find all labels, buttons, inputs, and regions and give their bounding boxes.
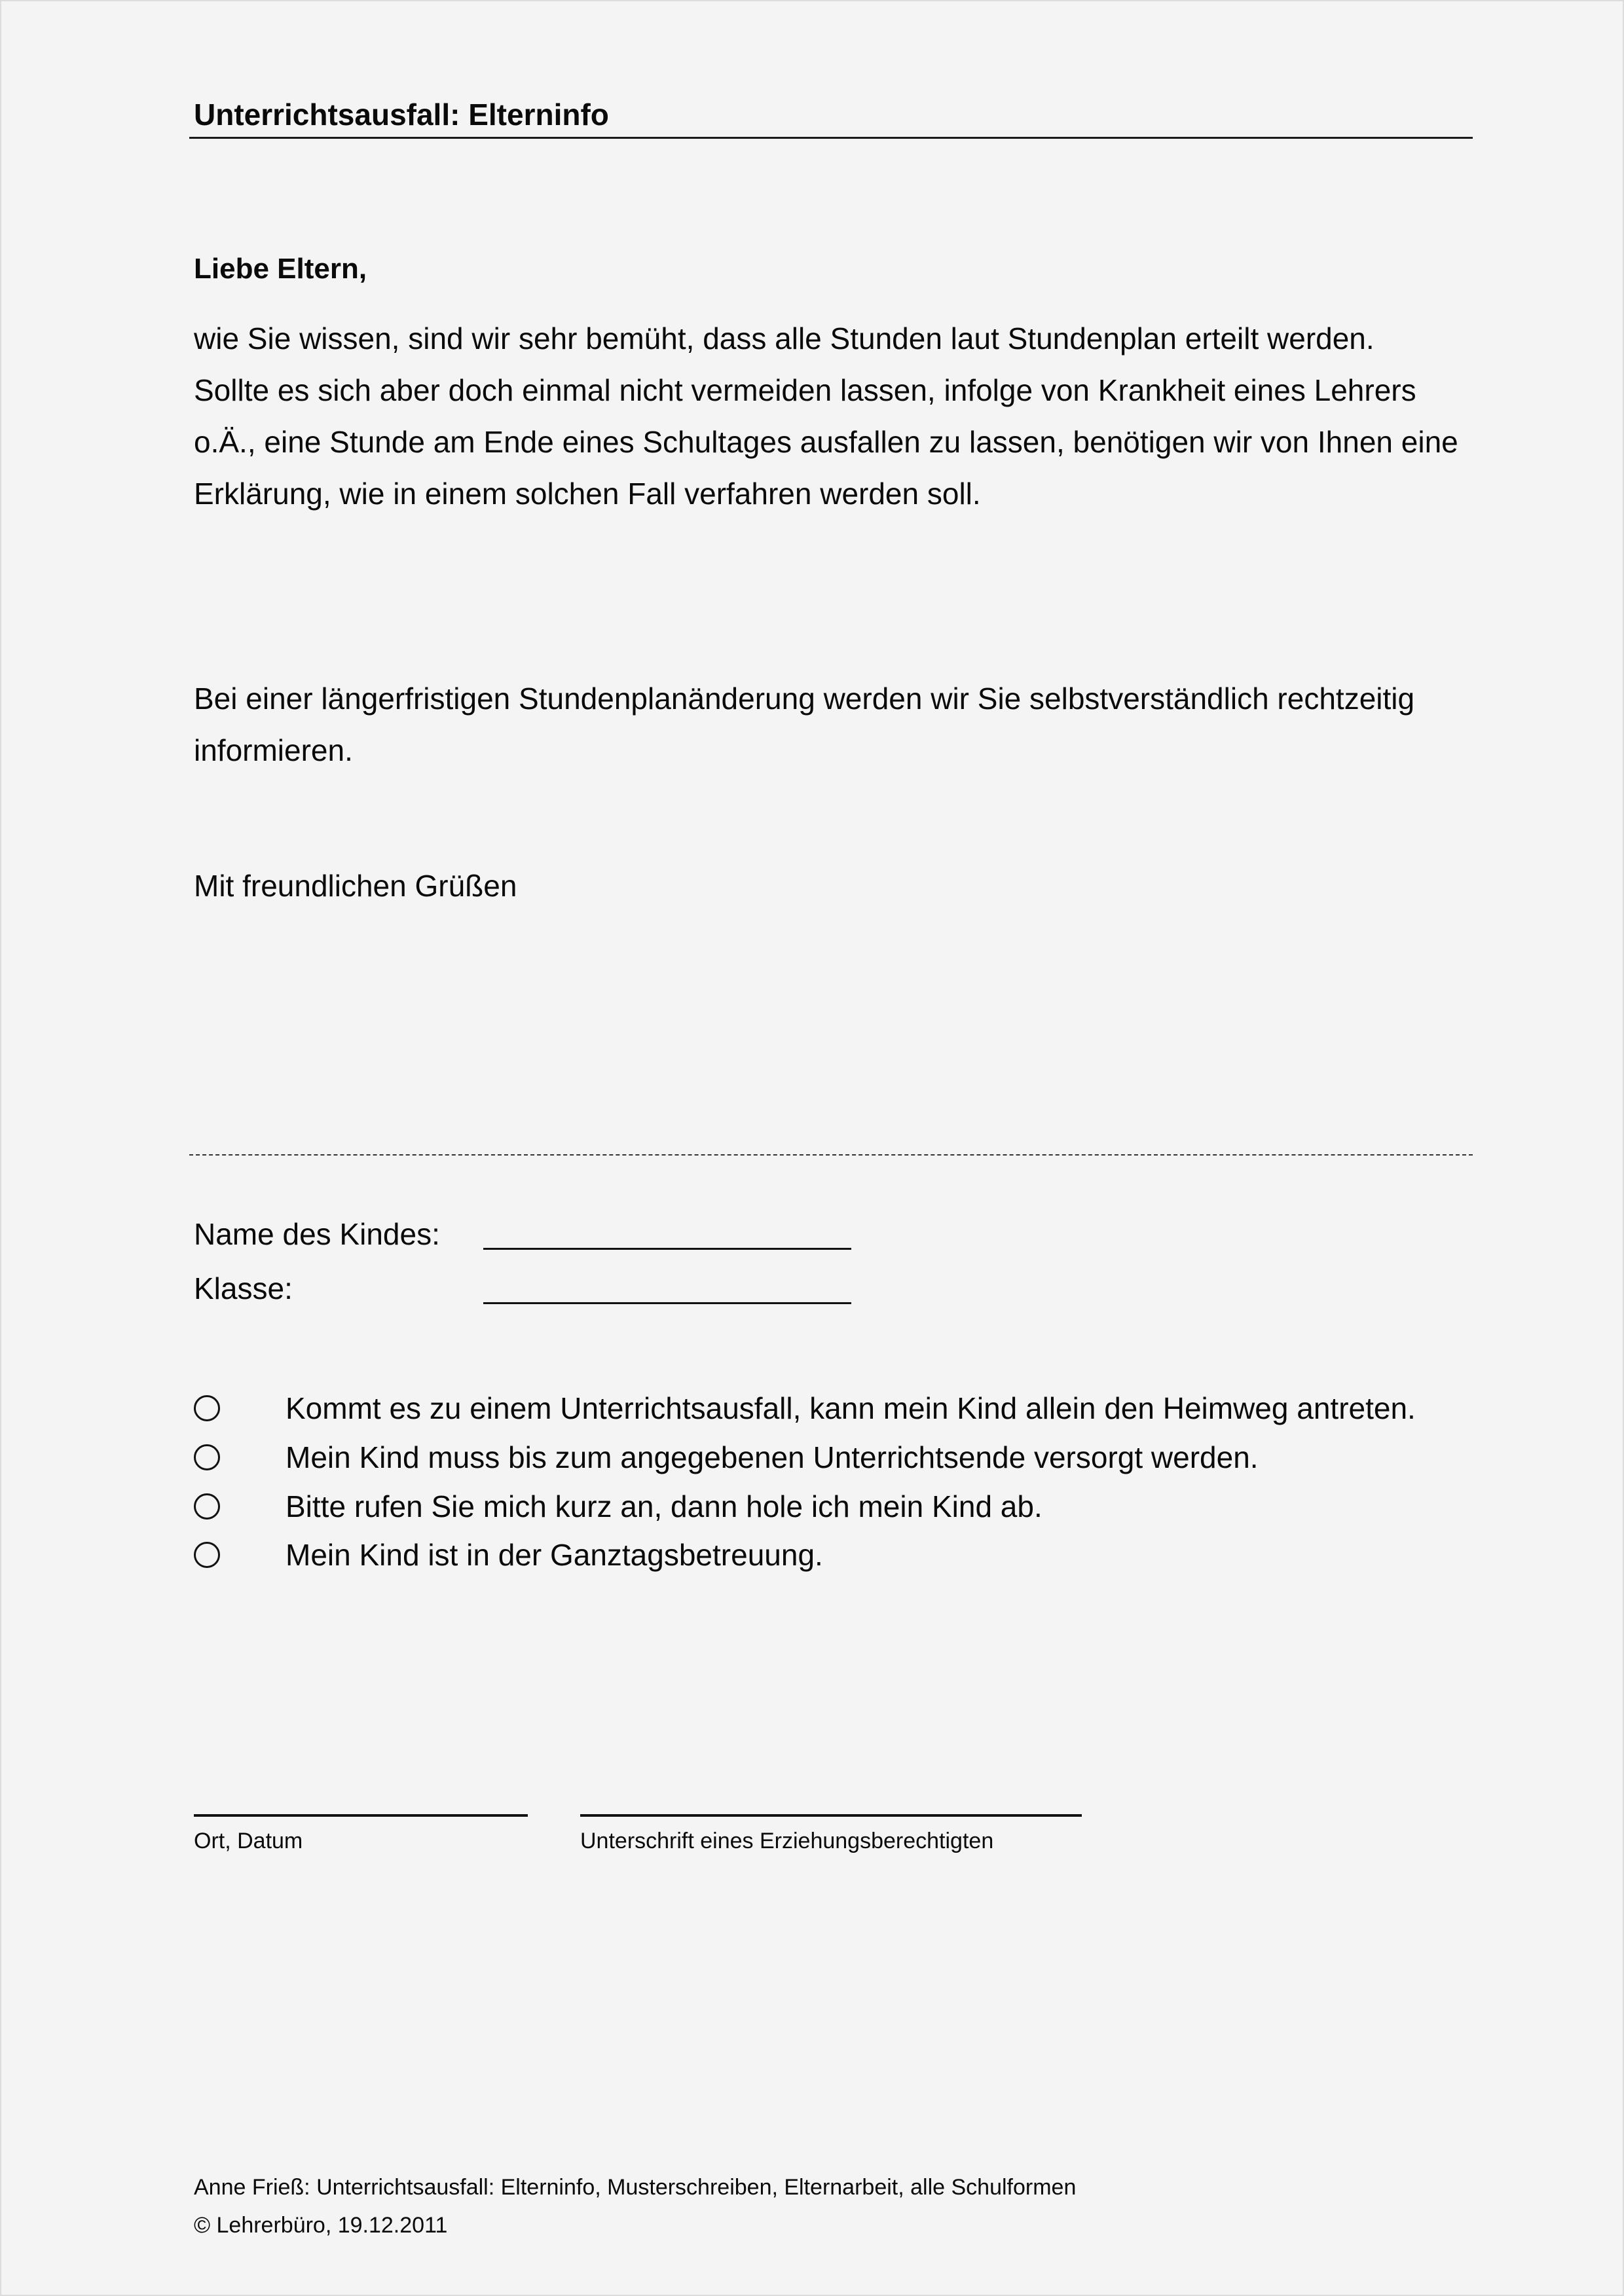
footer-source: Anne Frieß: Unterrichtsausfall: Elterninfo, Musterschreiben, Elternarbeit, alle Schulformen: [194, 2175, 1077, 2200]
option-label: Mein Kind ist in der Ganztagsbetreuung.: [286, 1538, 823, 1572]
greeting: Liebe Eltern,: [194, 253, 367, 285]
radio-circle-icon[interactable]: [194, 1493, 220, 1520]
paragraph-1-line-2: Sollte es sich aber doch einmal nicht vermeiden lassen, infolge von Krankheit eines Lehrers: [194, 373, 1416, 407]
radio-circle-icon[interactable]: [194, 1542, 220, 1568]
option-call-parent[interactable]: [194, 1490, 1043, 1523]
signature-label: Unterschrift eines Erziehungsberechtigten: [580, 1829, 994, 1853]
paragraph-2-line-2: informieren.: [194, 733, 353, 767]
paragraph-2-line-1: Bei einer längerfristigen Stundenplanänderung werden wir Sie selbstverständlich rechtzeitig: [194, 682, 1415, 716]
option-all-day-care[interactable]: [194, 1539, 823, 1571]
paragraph-1-line-4: Erklärung, wie in einem solchen Fall verfahren werden soll.: [194, 477, 981, 511]
place-date-field[interactable]: [194, 1814, 528, 1817]
option-walk-home[interactable]: [194, 1392, 1416, 1425]
option-supervised-until-end[interactable]: [194, 1441, 1259, 1474]
closing: Mit freundlichen Grüßen: [194, 869, 517, 903]
place-date-label: Ort, Datum: [194, 1829, 303, 1853]
paragraph-1-line-3: o.Ä., eine Stunde am Ende eines Schultages ausfallen zu lassen, benötigen wir von Ihnen eine: [194, 425, 1458, 459]
class-label: Klasse:: [194, 1271, 293, 1305]
child-name-label: Name des Kindes:: [194, 1217, 440, 1251]
title-underline: [189, 137, 1473, 139]
option-label: Bitte rufen Sie mich kurz an, dann hole ich mein Kind ab.: [286, 1489, 1043, 1523]
paragraph-1-line-1: wie Sie wissen, sind wir sehr bemüht, dass alle Stunden laut Stundenplan erteilt werden.: [194, 321, 1375, 355]
option-label: Mein Kind muss bis zum angegebenen Unterrichtsende versorgt werden.: [286, 1440, 1259, 1474]
child-name-field[interactable]: [483, 1248, 851, 1250]
class-field[interactable]: [483, 1302, 851, 1304]
option-label: Kommt es zu einem Unterrichtsausfall, kann mein Kind allein den Heimweg antreten.: [286, 1391, 1416, 1425]
radio-circle-icon[interactable]: [194, 1395, 220, 1421]
document-title: Unterrichtsausfall: Elterninfo: [194, 98, 609, 132]
footer-copyright: © Lehrerbüro, 19.12.2011: [194, 2213, 448, 2238]
signature-field[interactable]: [580, 1814, 1082, 1817]
cut-line-separator: [189, 1154, 1473, 1156]
radio-circle-icon[interactable]: [194, 1444, 220, 1470]
